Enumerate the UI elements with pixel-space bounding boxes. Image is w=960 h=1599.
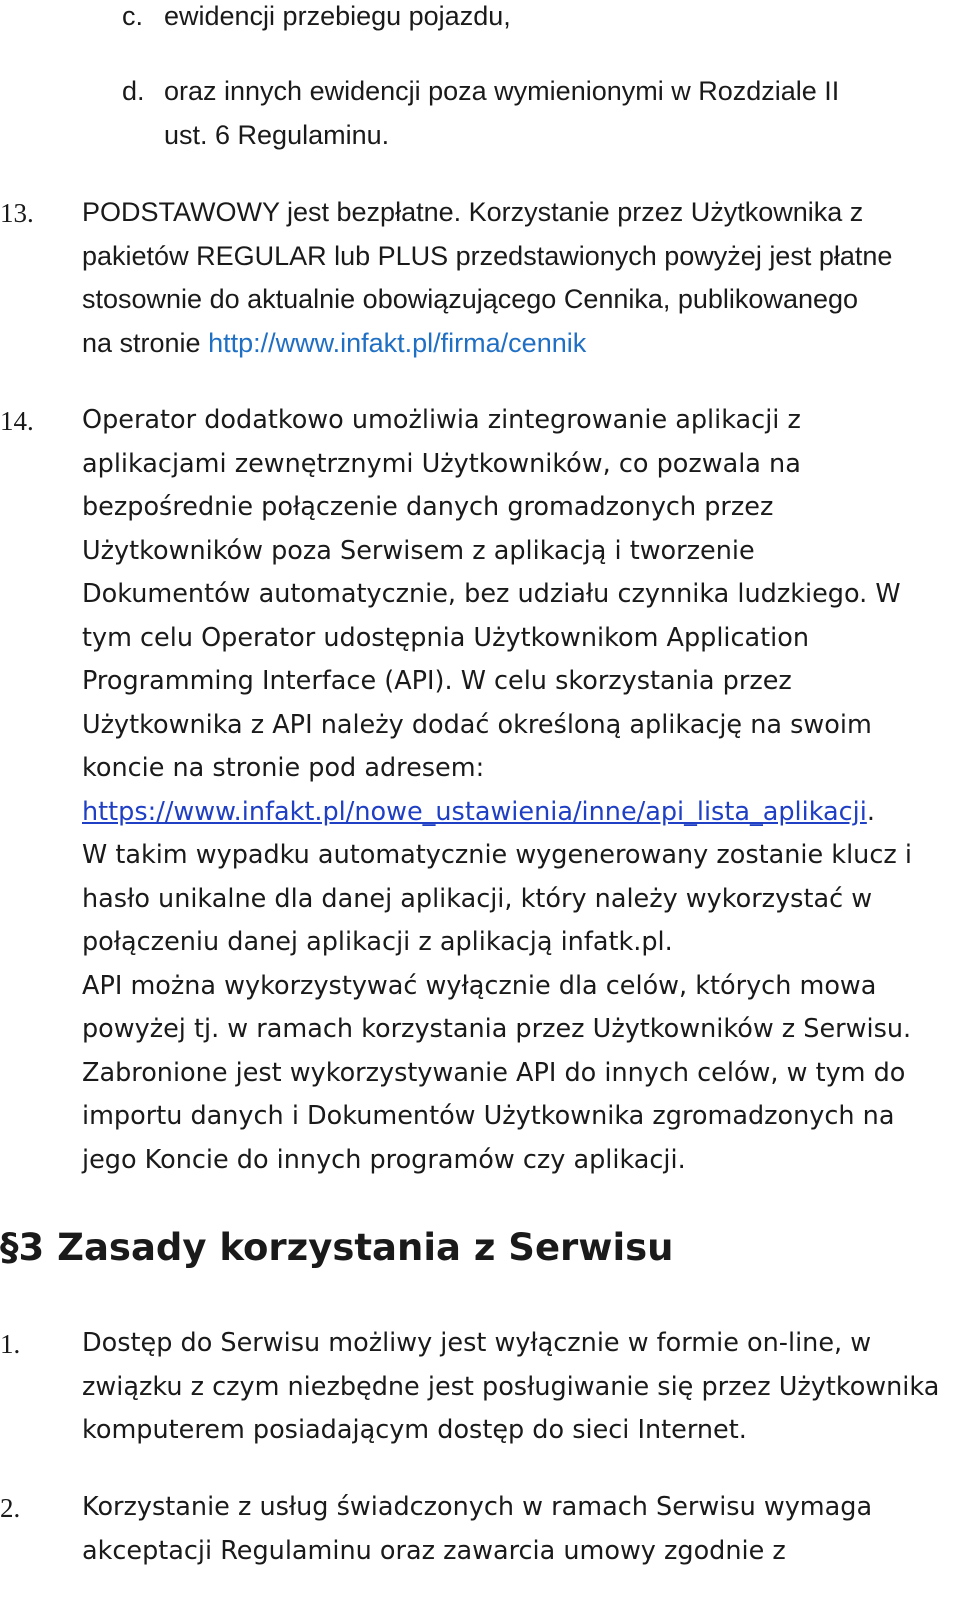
paragraph-line: aplikacjami zewnętrznymi Użytkowników, co pozwala na: [82, 448, 801, 479]
paragraph-line: połączeniu danej aplikacji z aplikacją infatk.pl.: [82, 927, 673, 957]
sub-item-letter: d.: [122, 76, 145, 106]
paragraph-line: powyżej tj. w ramach korzystania przez Użytkowników z Serwisu.: [82, 1014, 912, 1044]
paragraph-line: koncie na stronie pod adresem:: [82, 753, 485, 783]
link-prefix: na stronie: [82, 327, 209, 358]
section-item-1-number: 1.: [0, 1329, 21, 1359]
api-apps-link[interactable]: https://www.infakt.pl/nowe_ustawienia/inne/api_lista_aplikacji: [82, 796, 867, 827]
paragraph-line: Użytkownika z API należy dodać określoną aplikację na swoim: [82, 709, 872, 740]
sub-item-text: [164, 0, 922, 38]
item-13-number: 13.: [0, 198, 34, 228]
item-14-paragraph: [82, 399, 952, 1182]
item-13-paragraph: [82, 191, 952, 365]
paragraph-line: związku z czym niezbędne jest posługiwanie się przez Użytkownika: [82, 1371, 940, 1402]
paragraph-line: Dokumentów automatycznie, bez udziału czynnika ludzkiego. W: [82, 579, 901, 609]
paragraph-line: pakietów REGULAR lub PLUS przedstawionych powyżej jest płatne: [82, 240, 893, 271]
paragraph-line: PODSTAWOWY jest bezpłatne. Korzystanie przez Użytkownika z: [82, 197, 864, 227]
paragraph-line: akceptacji Regulaminu oraz zawarcia umowy zgodnie z: [82, 1535, 786, 1566]
paragraph-line: hasło unikalne dla danej aplikacji, który należy wykorzystać w: [82, 883, 873, 914]
paragraph-line: Użytkowników poza Serwisem z aplikacją i tworzenie: [82, 535, 755, 566]
paragraph-line: Operator dodatkowo umożliwia zintegrowanie aplikacji z: [82, 405, 801, 435]
section-item-2-paragraph: [82, 1486, 952, 1573]
sub-item-line: ewidencji przebiegu pojazdu,: [164, 1, 511, 31]
paragraph-line: tym celu Operator udostępnia Użytkownikom Application: [82, 622, 810, 653]
sub-item-line: ust. 6 Regulaminu.: [164, 120, 390, 150]
sub-item-c: [122, 0, 922, 38]
section-item-2-number: 2.: [0, 1493, 21, 1523]
paragraph-line: [82, 322, 952, 366]
paragraph-line: Programming Interface (API). W celu skorzystania przez: [82, 666, 792, 696]
paragraph-line: Korzystanie z usług świadczonych w ramach Serwisu wymaga: [82, 1492, 873, 1522]
paragraph-line: Zabronione jest wykorzystywanie API do innych celów, w tym do: [82, 1057, 906, 1088]
paragraph-line: API można wykorzystywać wyłącznie dla celów, których mowa: [82, 970, 877, 1001]
item-14-number: 14.: [0, 406, 34, 436]
pricing-link[interactable]: http://www.infakt.pl/firma/cennik: [208, 327, 587, 358]
section-heading: §3 Zasady korzystania z Serwisu: [0, 1226, 674, 1269]
paragraph-line: [82, 791, 952, 835]
sub-item-letter: c.: [122, 1, 144, 31]
link-suffix: .: [866, 796, 875, 827]
paragraph-line: komputerem posiadającym dostęp do sieci Internet.: [82, 1415, 747, 1445]
sub-item-d: [122, 69, 922, 157]
paragraph-line: bezpośrednie połączenie danych gromadzonych przez: [82, 492, 774, 522]
paragraph-line: Dostęp do Serwisu możliwy jest wyłącznie w formie on-line, w: [82, 1328, 872, 1358]
section-item-1-paragraph: [82, 1322, 952, 1453]
paragraph-line: W takim wypadku automatycznie wygenerowany zostanie klucz i: [82, 840, 912, 870]
paragraph-line: stosownie do aktualnie obowiązującego Cennika, publikowanego: [82, 284, 859, 314]
paragraph-line: jego Koncie do innych programów czy aplikacji.: [82, 1144, 686, 1175]
sub-item-text: [164, 69, 922, 157]
sub-item-line: oraz innych ewidencji poza wymienionymi w Rozdziale II: [164, 76, 840, 106]
paragraph-line: importu danych i Dokumentów Użytkownika zgromadzonych na: [82, 1101, 895, 1131]
